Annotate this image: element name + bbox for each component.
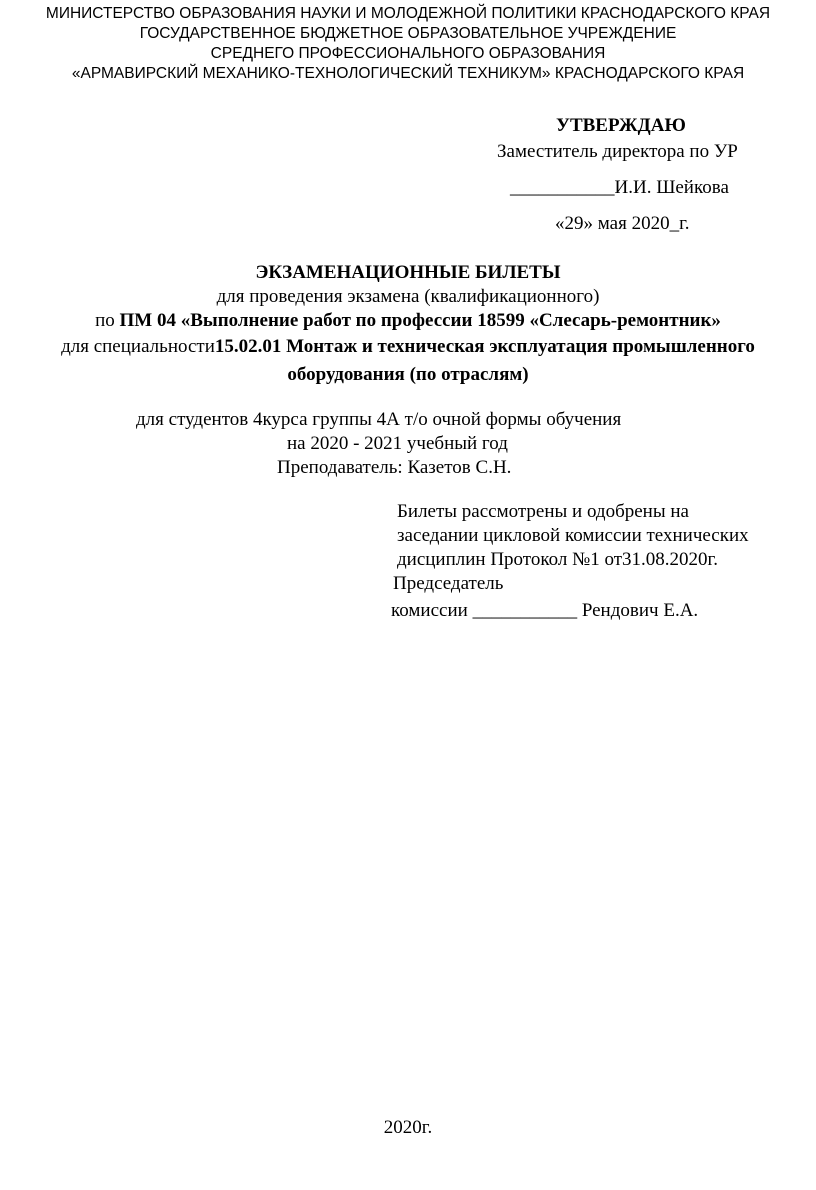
approval-signature-line: ___________ [510,177,615,198]
specialty [0,335,816,359]
header-institution-type: ГОСУДАРСТВЕННОЕ БЮДЖЕТНОЕ ОБРАЗОВАТЕЛЬНОЕ УЧРЕЖДЕНИЕ [139,25,677,42]
teacher-name: Преподаватель: Казетов С.Н. [277,457,512,478]
header-institution-name: «АРМАВИРСКИЙ МЕХАНИКО-ТЕХНОЛОГИЧЕСКИЙ ТЕХНИКУМ» КРАСНОДАРСКОГО КРАЯ [71,65,745,82]
header-education-level: СРЕДНЕГО ПРОФЕССИОНАЛЬНОГО ОБРАЗОВАНИЯ [210,45,606,62]
review-protocol: дисциплин Протокол №1 от31.08.2020г. [397,549,718,570]
review-line-2: заседании цикловой комиссии технических [397,525,749,546]
chairman-signature-line: ___________ [472,600,578,621]
chairman-label: комиссии [391,600,473,621]
exam-purpose: для проведения экзамена (квалификационного) [216,286,600,307]
specialty-name: 15.02.01 Монтаж и техническая эксплуатация промышленного [214,336,755,357]
specialty-prefix: для специальности [61,336,215,357]
professional-module [0,309,816,333]
students-group: для студентов 4курса группы 4А т/о очной формы обучения [136,409,622,430]
approval-position: Заместитель директора по УР [497,141,738,162]
academic-year: на 2020 - 2021 учебный год [287,433,508,454]
module-prefix: по [95,310,120,331]
review-chairman-title: Председатель [393,573,504,594]
header-ministry: МИНИСТЕРСТВО ОБРАЗОВАНИЯ НАУКИ И МОЛОДЕЖНОЙ ПОЛИТИКИ КРАСНОДАРСКОГО КРАЯ [45,5,771,22]
approval-signature [510,176,729,200]
document-title: ЭКЗАМЕНАЦИОННЫЕ БИЛЕТЫ [255,262,561,283]
document-year: 2020г. [383,1117,433,1138]
module-name: ПМ 04 «Выполнение работ по профессии 18599 «Слесарь-ремонтник» [119,310,721,331]
chairman-name: Рендович Е.А. [577,600,699,621]
approval-date: «29» мая 2020_г. [555,213,690,234]
review-chairman [391,599,698,623]
specialty-continuation: оборудования (по отраслям) [287,364,529,385]
approval-title: УТВЕРЖДАЮ [556,115,686,136]
approval-name: И.И. Шейкова [614,177,729,198]
review-line-1: Билеты рассмотрены и одобрены на [397,501,689,522]
